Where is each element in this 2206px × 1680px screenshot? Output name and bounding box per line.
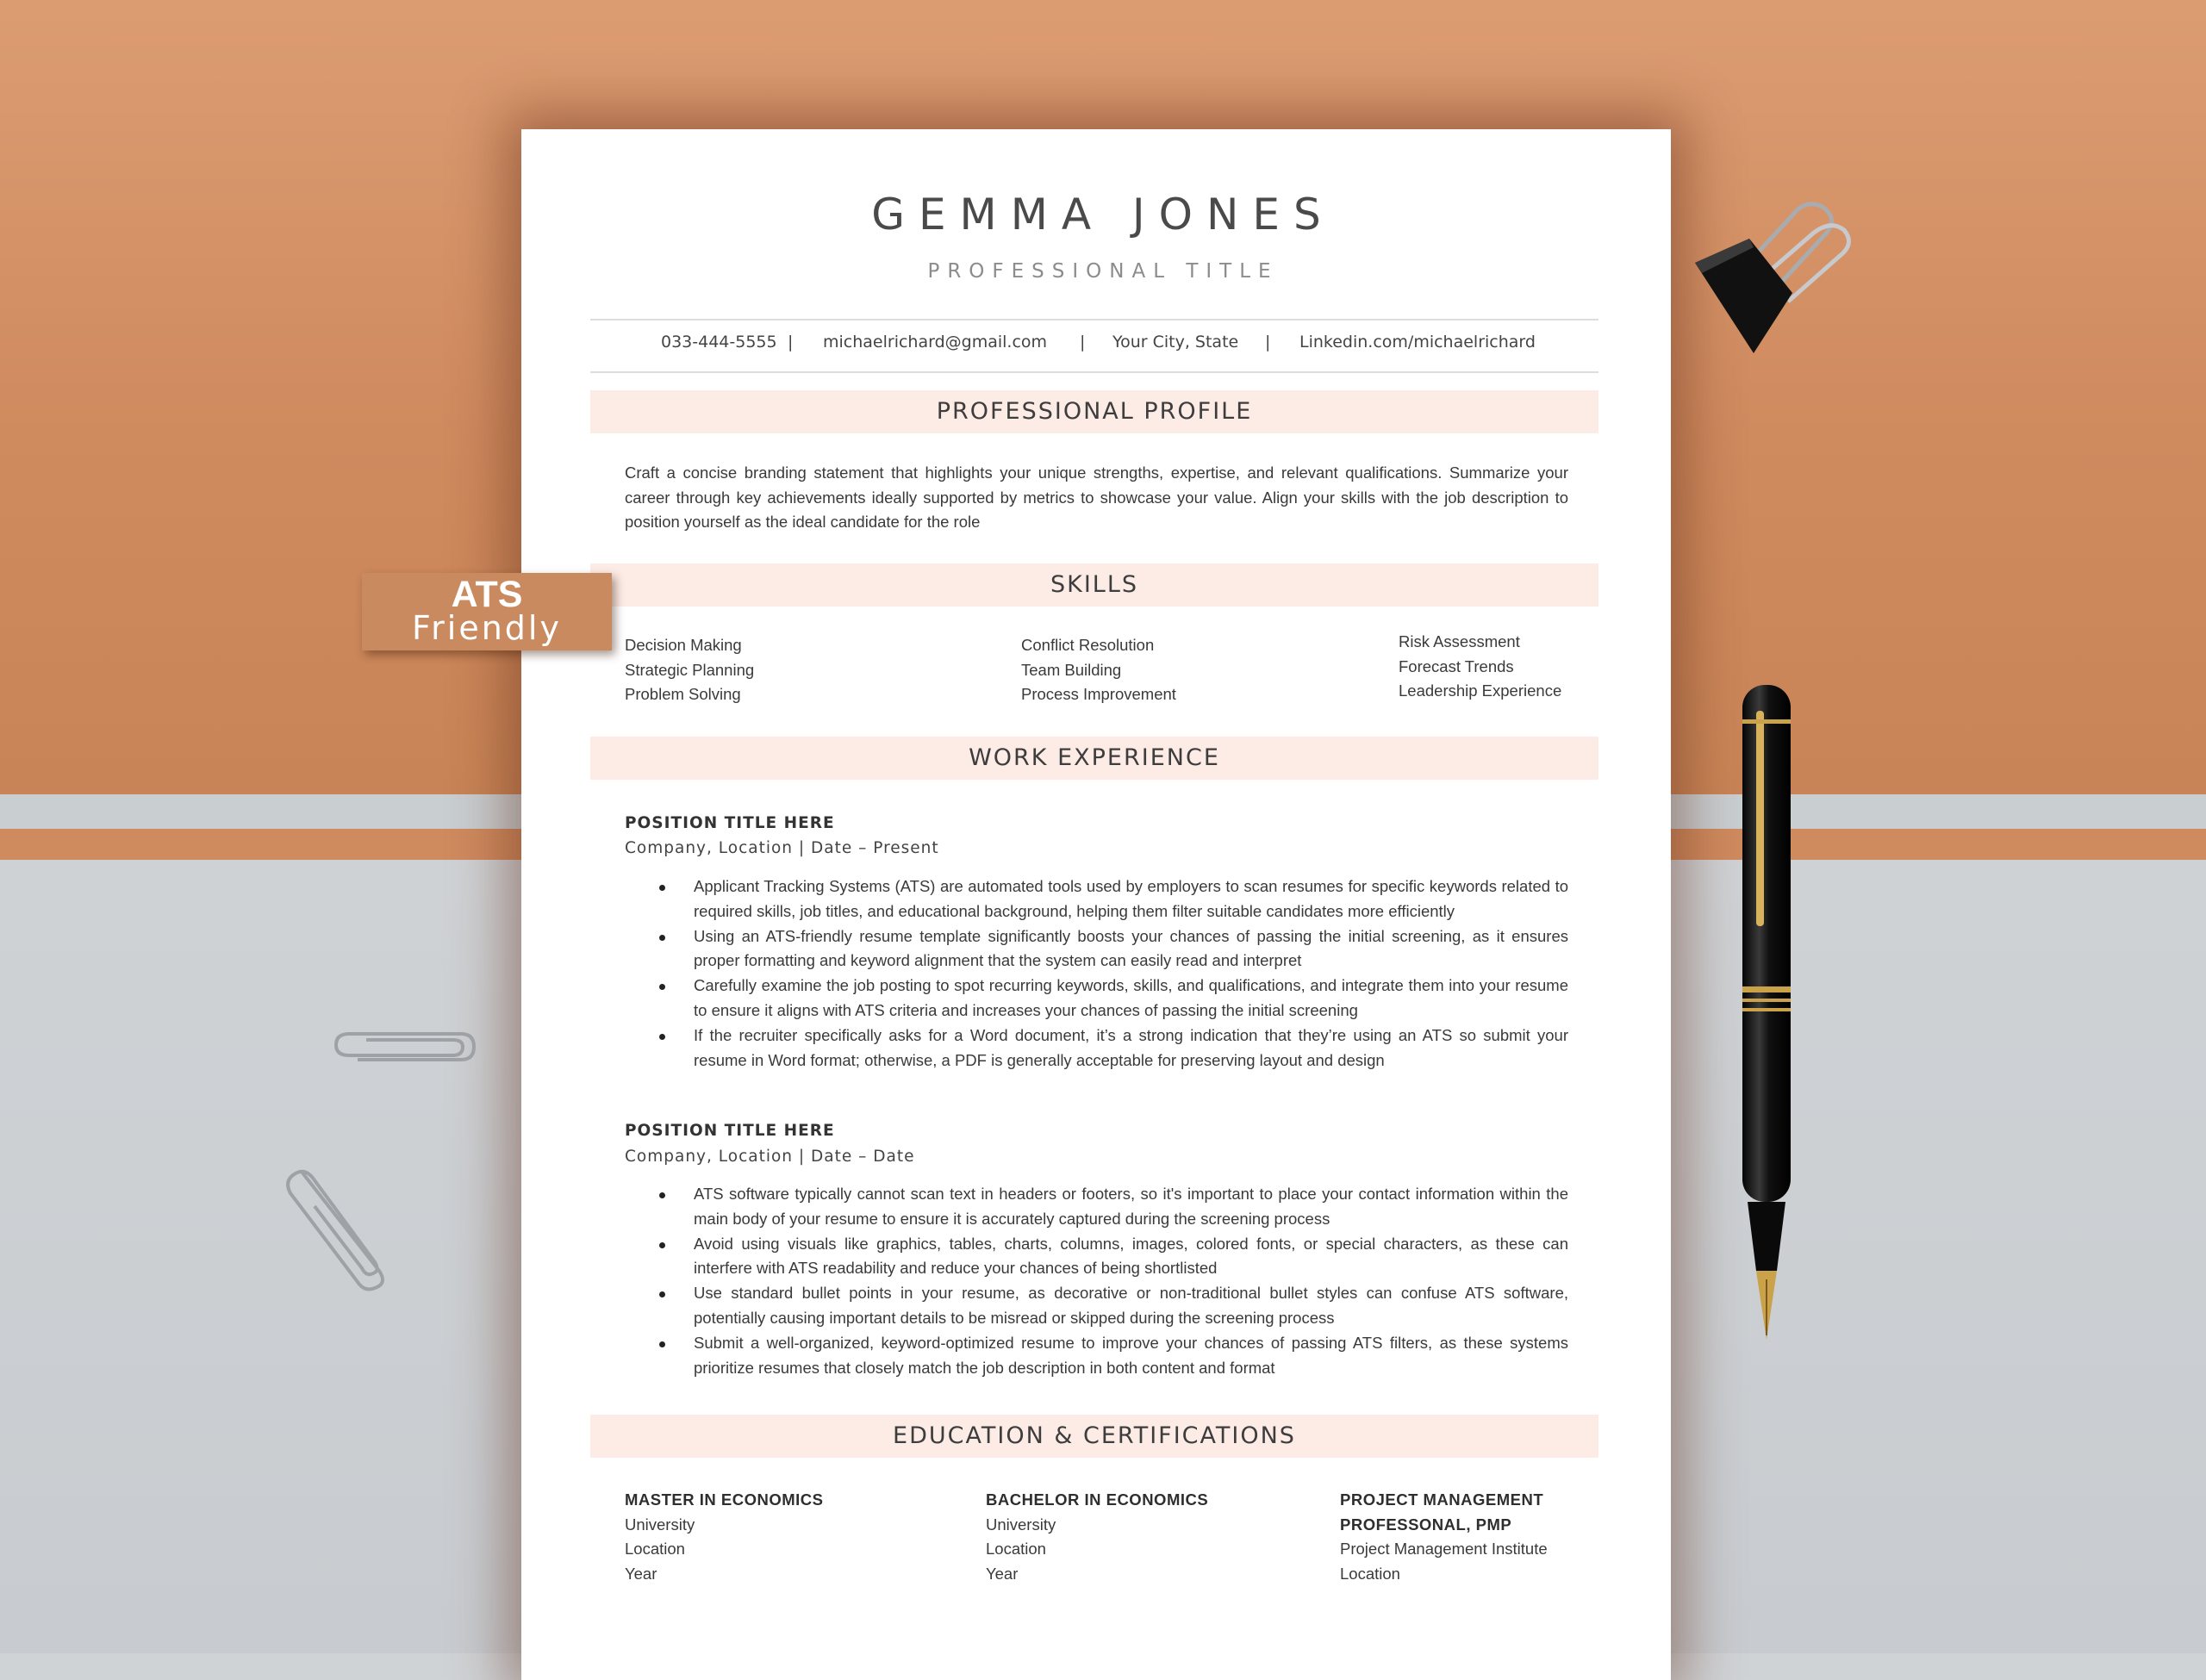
education-line: Year (986, 1564, 1019, 1583)
contact-linkedin: Linkedin.com/michaelrichard (1299, 333, 1536, 352)
bullet-dot-icon (659, 1291, 665, 1297)
section-header-experience: WORK EXPERIENCE (590, 737, 1598, 780)
education-line: Year (625, 1564, 657, 1583)
job-bullet: Use standard bullet points in your resume, as decorative or non-traditional bullet styles can confuse ATS software, potentially causing important details to be misread or skipped during the screening process (625, 1281, 1568, 1331)
education-line: University (625, 1515, 695, 1534)
education-degree: PROFESSONAL, PMP (1340, 1515, 1512, 1534)
skill-item: Risk Assessment (1399, 632, 1520, 650)
job-bullet-list (625, 1182, 1568, 1380)
contact-location: Your City, State (1112, 333, 1239, 352)
skills-column-2 (1021, 633, 1176, 707)
education-line: Location (986, 1540, 1046, 1558)
skills-column-1 (625, 633, 754, 707)
job-bullet: ATS software typically cannot scan text in headers or footers, so it's important to place your contact information within the main body of your resume to ensure it is accurately captured during the screening process (625, 1182, 1568, 1232)
badge-line-2: Friendly (412, 609, 562, 647)
contact-rule-bottom (590, 371, 1598, 373)
resume-name: GEMMA JONES (871, 190, 1335, 240)
job-bullet: If the recruiter specifically asks for a Word document, it’s a strong indication that they’re using an ATS so submit your resume in Word format; otherwise, a PDF is generally acceptable for preserving layout and design (625, 1024, 1568, 1073)
bullet-dot-icon (659, 935, 665, 941)
contact-separator: | (788, 333, 794, 352)
skill-item: Leadership Experience (1399, 681, 1562, 700)
skill-item: Process Improvement (1021, 685, 1176, 703)
skill-item: Strategic Planning (625, 660, 755, 679)
fountain-pen-icon (1732, 676, 1801, 1348)
education-line: Location (625, 1540, 685, 1558)
ats-friendly-badge (362, 573, 612, 650)
bullet-dot-icon (659, 984, 665, 990)
skill-item: Decision Making (625, 636, 742, 654)
contact-phone: 033-444-5555 (661, 333, 777, 352)
section-header-skills: SKILLS (590, 563, 1598, 607)
section-header-profile: PROFESSIONAL PROFILE (590, 390, 1598, 433)
education-entry (986, 1488, 1208, 1586)
skill-item: Conflict Resolution (1021, 636, 1155, 654)
bullet-dot-icon (659, 885, 665, 891)
education-line: Project Management Institute (1340, 1540, 1548, 1558)
badge-line-1: ATS (451, 574, 523, 615)
job-bullet: Avoid using visuals like graphics, tables, charts, columns, images, colored fonts, or special characters, as these can interfere with ATS readability and reduce your chances of being shortlisted (625, 1232, 1568, 1282)
resume-title: PROFESSIONAL TITLE (927, 260, 1279, 283)
bullet-dot-icon (659, 1034, 665, 1040)
binder-clip-icon (1685, 194, 1883, 366)
skill-item: Problem Solving (625, 685, 741, 703)
job-position-title: POSITION TITLE HERE (625, 814, 835, 832)
education-degree: MASTER IN ECONOMICS (625, 1490, 824, 1509)
job-bullet: Using an ATS-friendly resume template significantly boosts your chances of passing the initial screening, as it ensures proper formatting and keyword alignment that the system can easily read and interpret (625, 924, 1568, 974)
job-bullet: Submit a well-organized, keyword-optimized resume to improve your chances of passing ATS filters, as these systems prioritize resumes that closely match the job description in both content and format (625, 1331, 1568, 1381)
job-bullet: Applicant Tracking Systems (ATS) are automated tools used by employers to scan resumes for specific keywords related to required skills, job titles, and educational background, helping them filter suitable candidates more efficiently (625, 874, 1568, 924)
skill-item: Team Building (1021, 660, 1122, 679)
contact-separator: | (1080, 333, 1086, 352)
skill-item: Forecast Trends (1399, 656, 1514, 675)
education-degree: PROJECT MANAGEMENT (1340, 1490, 1544, 1509)
contact-separator: | (1265, 333, 1271, 352)
job-company-line: Company, Location | Date – Present (625, 839, 939, 857)
bullet-dot-icon (659, 1192, 665, 1198)
education-line: University (986, 1515, 1056, 1534)
job-company-line: Company, Location | Date – Date (625, 1148, 915, 1166)
skills-column-3 (1399, 630, 1561, 704)
contact-rule-top (590, 319, 1598, 320)
profile-text: Craft a concise branding statement that highlights your unique strengths, expertise, and relevant qualifications. Summarize your career through key achievements ideally supported by metrics to showcase your value. Align your skills with the job description to position yourself as the ideal candidate for the role (625, 464, 1568, 531)
education-line: Location (1340, 1564, 1400, 1583)
bullet-dot-icon (659, 1341, 665, 1347)
paperclip-icon (332, 1021, 478, 1073)
job-bullet: Carefully examine the job posting to spot recurring keywords, skills, and qualifications, and integrate them into your resume to ensure it aligns with ATS criteria and increases your chances of passing the initial screening (625, 974, 1568, 1024)
paperclip-icon (280, 1154, 401, 1292)
bullet-dot-icon (659, 1242, 665, 1248)
section-header-education: EDUCATION & CERTIFICATIONS (590, 1415, 1598, 1458)
job-position-title: POSITION TITLE HERE (625, 1122, 835, 1140)
education-entry (625, 1488, 823, 1586)
contact-line (590, 333, 1598, 358)
contact-email: michaelrichard@gmail.com (823, 333, 1048, 352)
job-bullet-list (625, 874, 1568, 1073)
education-degree: BACHELOR IN ECONOMICS (986, 1490, 1209, 1509)
education-entry (1340, 1488, 1548, 1586)
